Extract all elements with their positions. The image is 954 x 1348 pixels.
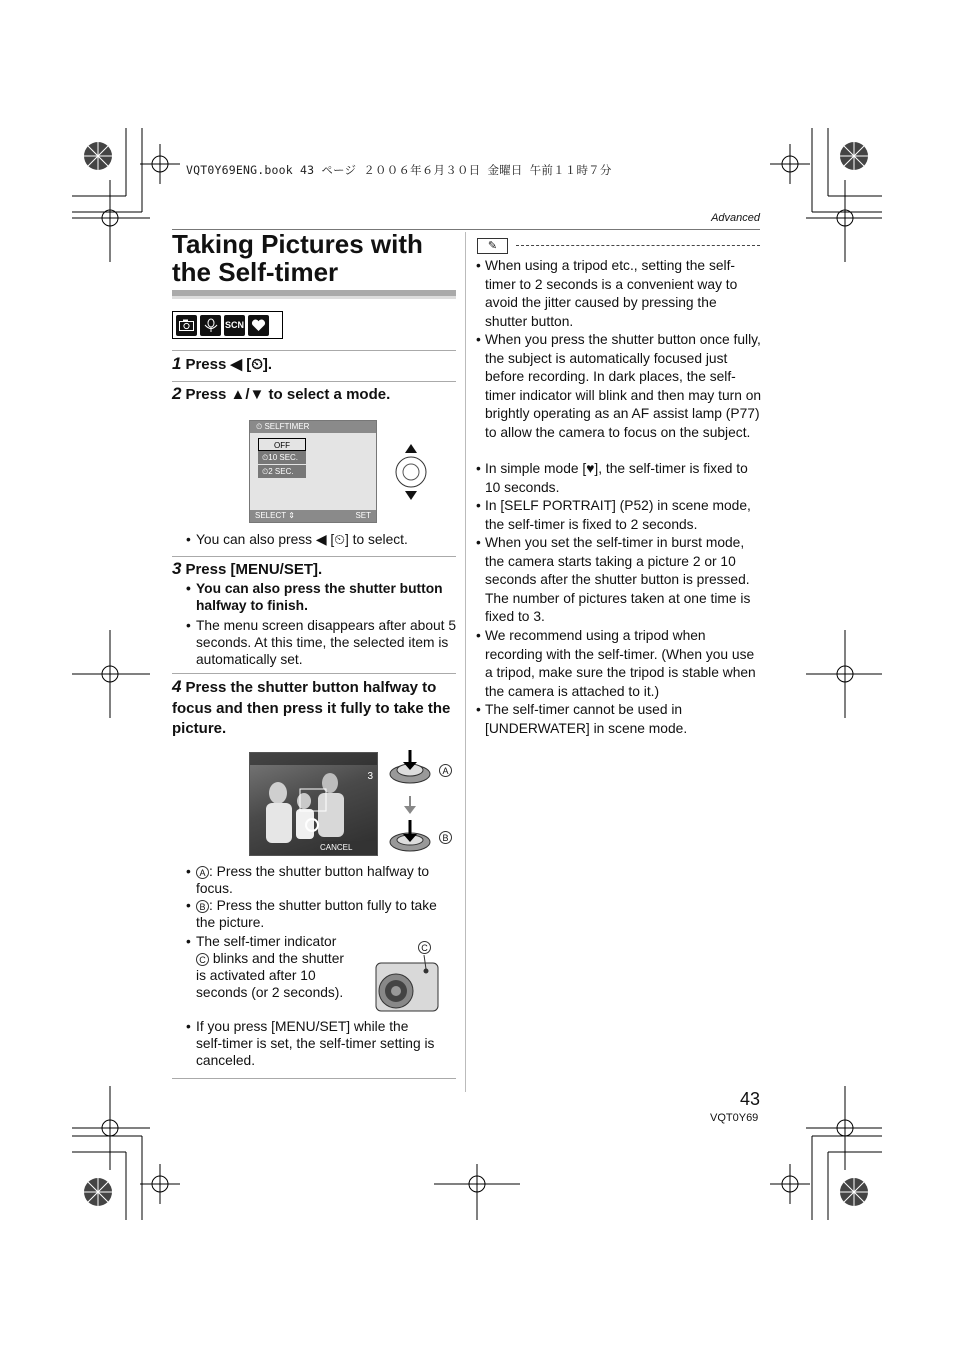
selftimer-menu-screen: [249, 420, 377, 523]
heart-icon: [248, 315, 269, 336]
step-number: 3: [172, 559, 182, 578]
step3-note-2: • The menu screen disappears after about 5 seconds. At this time, the selected item is automatically set.: [186, 618, 456, 667]
step4-note-menu: • If you press [MENU/SET] while the self-timer is set, the self-timer setting is canceled.: [186, 1019, 435, 1068]
picture-count: 3: [367, 771, 373, 782]
section-label: Advanced: [711, 212, 760, 224]
step-number: 4: [172, 677, 182, 696]
note-item: • The self-timer cannot be used in [UNDERWATER] in scene mode.: [476, 702, 688, 736]
note-dash-line: [516, 245, 760, 246]
divider: [172, 1078, 456, 1079]
camera-icon: [176, 315, 197, 336]
step4-note-b: • B : Press the shutter button fully to take the picture.: [186, 898, 437, 930]
note-item: • In [SELF PORTRAIT] (P52) in scene mode, the self-timer is fixed to 2 seconds.: [476, 498, 751, 532]
step-2: [172, 384, 460, 405]
step4-note-a: • A : Press the shutter button halfway to focus.: [186, 864, 430, 896]
callout-b-inline: B: [196, 900, 209, 913]
step-text: Press ▲/▼ to select a mode.: [185, 386, 391, 403]
step2-note: • You can also press ◀ [⏲] to select.: [186, 532, 408, 547]
column-divider: [465, 232, 466, 1092]
step-4: [172, 677, 460, 740]
note-item: • When you press the shutter button once fully, the subject is automatically focused just before recording. In dark places, the self-timer indicator will blink and then may turn on brightly operating as an AF assist lamp (P77) to allow the camera to focus on the subject.: [476, 332, 762, 440]
print-header: VQT0Y69ENG.book 43 ページ ２００６年６月３０日 金曜日 午前１１時７分: [186, 163, 612, 177]
callout-b: B: [439, 831, 452, 844]
note-item: • When using a tripod etc., setting the self-timer to 2 seconds is a convenient way to avoid the jitter caused by pressing the shutter button.: [476, 258, 738, 329]
step-1: [172, 354, 460, 375]
scn-icon: SCN: [224, 315, 245, 336]
note-item: • When you set the self-timer in burst mode, the camera starts taking a picture 2 or 10 seconds after the shutter button is pressed. The number of pictures taken at one time is fixed to 3.: [476, 535, 751, 624]
page-title: Taking Pictures with the Self-timer: [172, 229, 423, 287]
callout-a-inline: A: [196, 866, 209, 879]
step4-note-indicator: • The self-timer indicator C blinks and the shutter is activated after 10 seconds (or 2 seconds).: [186, 934, 344, 1000]
note-item: • In simple mode [♥], the self-timer is fixed to 10 seconds.: [476, 461, 748, 495]
callout-a: A: [439, 764, 452, 777]
recording-screen-photo: [249, 752, 378, 856]
divider: [172, 350, 456, 351]
lcd-set-label: SET: [355, 511, 371, 520]
divider: [172, 381, 456, 382]
cursor-pad-icon: [392, 442, 430, 502]
note-icon: ✎: [477, 238, 508, 254]
title-underline-light: [172, 296, 456, 299]
divider: [172, 556, 456, 557]
callout-c: C: [418, 941, 431, 954]
step-number: 2: [172, 384, 182, 403]
lcd-option-2sec: ⏲2 SEC.: [258, 465, 306, 478]
macro-icon: [200, 315, 221, 336]
lcd-option-10sec: ⏲10 SEC.: [258, 451, 306, 464]
step-text: Press the shutter button halfway to focus and then press it fully to take the picture.: [172, 679, 451, 737]
step-text: Press [MENU/SET].: [185, 561, 323, 578]
callout-c-inline: C: [196, 953, 209, 966]
camera-front-icon: [374, 955, 440, 1013]
lcd-option-off: OFF: [258, 438, 306, 451]
note-item: • We recommend using a tripod when recording with the self-timer. (When you use a tripod, make sure the tripod is stable when the camera is attached to it.): [476, 628, 756, 699]
lcd-footer: [250, 510, 376, 522]
step-number: 1: [172, 354, 182, 373]
lcd-header: ⏲ SELFTIMER: [250, 421, 376, 433]
step-text: Press ◀ [⏲].: [185, 356, 273, 373]
step-3: [172, 559, 460, 580]
divider: [172, 673, 456, 674]
cancel-label: CANCEL: [320, 843, 353, 852]
step3-note-1: • You can also press the shutter button halfway to finish.: [186, 581, 443, 613]
page-number: 43: [740, 1089, 761, 1109]
mode-icons: [172, 311, 283, 339]
lcd-select-label: SELECT ⇕: [255, 511, 295, 520]
model-code: VQT0Y69: [710, 1112, 759, 1124]
